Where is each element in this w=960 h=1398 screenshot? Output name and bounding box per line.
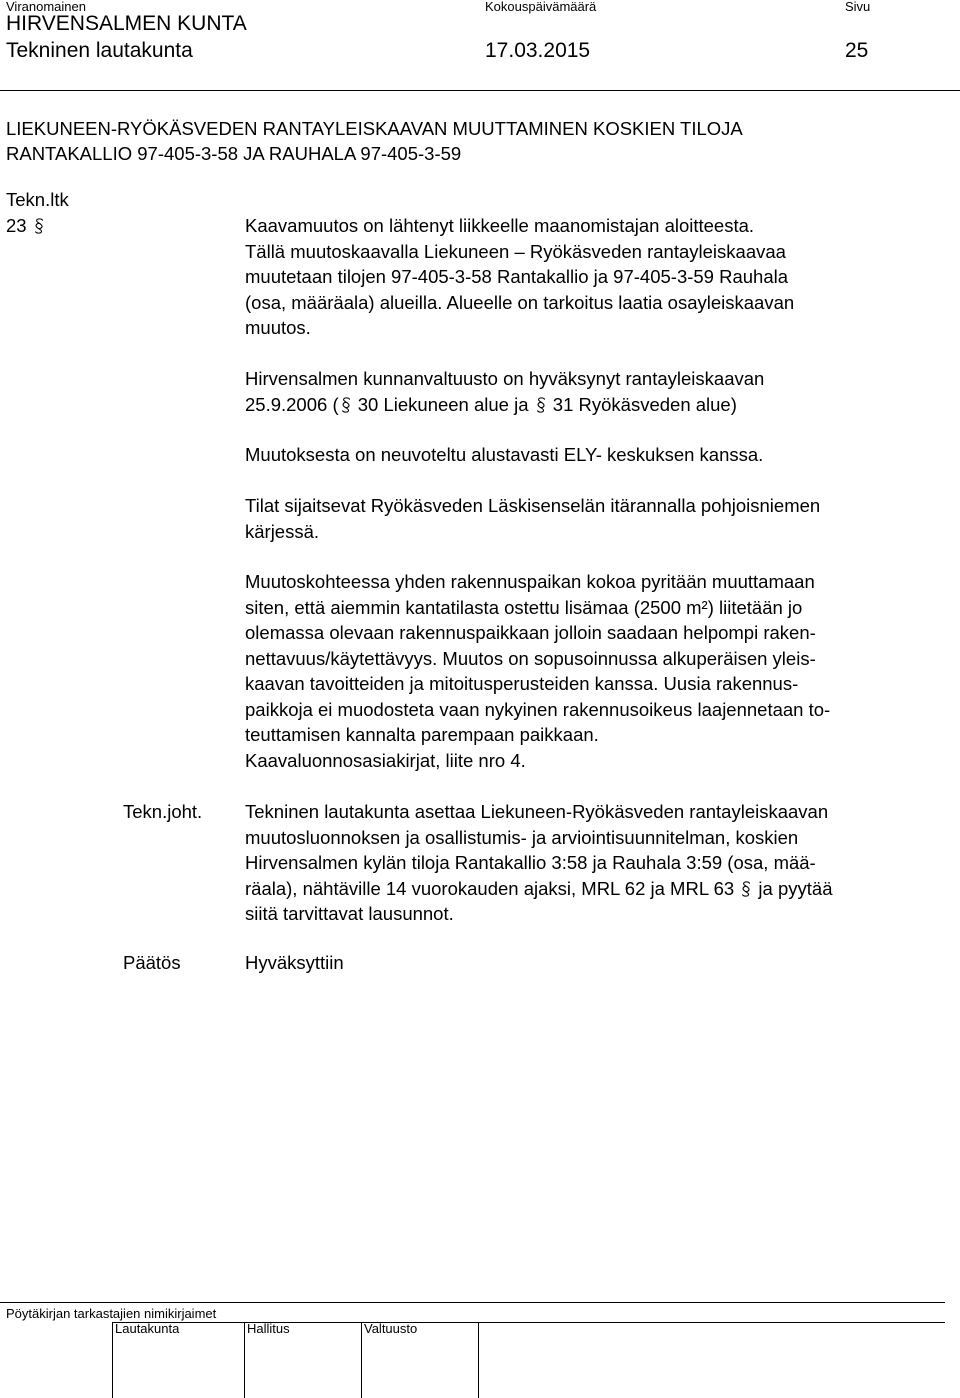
paragraph-line: Kaavaluonnosasiakirjat, liite nro 4. xyxy=(245,749,526,771)
paragraph-line: Muutoksesta on neuvoteltu alustavasti ELY- keskuksen kanssa. xyxy=(245,444,764,465)
paragraph-line: Kaavamuutos on lähtenyt liikkeelle maanomistajan aloitteesta. xyxy=(245,215,755,236)
header-label-page: Sivu xyxy=(845,0,871,14)
section-number-text: 23 xyxy=(6,215,27,236)
footer-col-lautakunta: Lautakunta xyxy=(115,1321,180,1336)
decision-text: Hyväksyttiin xyxy=(245,952,344,973)
header-label-authority: Viranomainen xyxy=(6,0,86,14)
decision-label: Päätös xyxy=(123,952,181,973)
header-label-date: Kokouspäivämäärä xyxy=(485,0,597,14)
footer-col-hallitus: Hallitus xyxy=(247,1321,290,1336)
footer-vrule-4 xyxy=(478,1322,479,1398)
paragraph-line: Tilat sijaitsevat Ryökäsveden Läskisenselän itärannalla pohjoisniemen xyxy=(245,495,821,516)
paragraph-line: Muutoskohteessa yhden rakennuspaikan kokoa pyritään muuttamaan xyxy=(245,571,815,592)
proposal-label: Tekn.joht. xyxy=(123,801,203,822)
paragraph-line: Hirvensalmen kunnanvaltuusto on hyväksynyt rantayleiskaavan xyxy=(245,368,765,389)
paragraph-line: muutosluonnoksen ja osallistumis- ja arviointisuunnitelman, koskien xyxy=(245,826,799,848)
paragraph-line xyxy=(245,392,945,418)
document-title-line2: RANTAKALLIO 97-405-3-58 JA RAUHALA 97-405-3-59 xyxy=(6,143,462,164)
paragraph-change-details xyxy=(245,569,945,773)
section-number xyxy=(6,213,46,239)
section-ref: Tekn.ltk xyxy=(6,189,69,210)
paragraph-line: Tekninen lautakunta asettaa Liekuneen-Ryökäsveden rantayleiskaavan xyxy=(245,801,829,822)
header-page-number: 25 xyxy=(845,39,869,62)
footer-signature-label: Pöytäkirjan tarkastajien nimikirjaimet xyxy=(6,1306,217,1321)
footer-vrule-1 xyxy=(112,1322,113,1398)
approval-area-31-text: 31 Ryökäsveden alue) xyxy=(547,393,737,415)
paragraph-line: kaavan tavoitteiden ja mitoitusperusteiden kanssa. Uusia rakennus- xyxy=(245,673,799,694)
header-org-name: HIRVENSALMEN KUNTA xyxy=(6,12,247,35)
section-sign-icon xyxy=(739,880,753,898)
header-authority: Tekninen lautakunta xyxy=(6,39,193,62)
paragraph-line: muutetaan tilojen 97-405-3-58 Rantakallio ja 97-405-3-59 Rauhala xyxy=(245,266,789,287)
footer-columns-rule xyxy=(112,1322,945,1323)
paragraph-line: Hirvensalmen kylän tiloja Rantakallio 3:58 ja Rauhala 3:59 (osa, mää- xyxy=(245,852,816,873)
paragraph-line: olemassa olevaan rakennuspaikkaan jolloin saadaan helpompi raken- xyxy=(245,622,816,643)
paragraph-line: Tällä muutoskaavalla Liekuneen – Ryökäsveden rantayleiskaavaa xyxy=(245,240,786,262)
footer-col-valtuusto: Valtuusto xyxy=(364,1321,418,1336)
footer-vrule-2 xyxy=(244,1322,245,1398)
approval-date-text: 25.9.2006 ( xyxy=(245,393,339,415)
paragraph-negotiation xyxy=(245,442,945,468)
header-date: 17.03.2015 xyxy=(485,39,591,62)
footer-divider xyxy=(0,1302,945,1303)
paragraph-background xyxy=(245,213,945,341)
paragraph-line: (osa, määräala) alueilla. Alueelle on tarkoitus laatia osayleiskaavan xyxy=(245,291,795,313)
paragraph-line xyxy=(245,876,945,902)
section-sign-icon xyxy=(339,396,353,414)
paragraph-line: muutos. xyxy=(245,317,311,338)
proposal-line-4-tail: ja pyytää xyxy=(753,877,833,899)
paragraph-line: paikkoja ei muodosteta vaan nykyinen rakennusoikeus laajennetaan to- xyxy=(245,698,831,720)
proposal-text xyxy=(245,799,945,927)
footer-vrule-3 xyxy=(361,1322,362,1398)
paragraph-line: kärjessä. xyxy=(245,520,320,542)
proposal-line-4-text: räala), nähtäville 14 vuorokauden ajaksi, MRL 62 ja MRL 63 xyxy=(245,877,735,899)
paragraph-line: siten, että aiemmin kantatilasta ostettu lisämaa (2500 m²) liitetään jo xyxy=(245,596,803,618)
paragraph-line: siitä tarvittavat lausunnot. xyxy=(245,903,454,924)
section-sign-icon xyxy=(534,396,548,414)
section-sign-icon xyxy=(32,217,46,235)
document-title-line1: LIEKUNEEN-RYÖKÄSVEDEN RANTAYLEISKAAVAN MUUTTAMINEN KOSKIEN TILOJA xyxy=(6,118,743,139)
paragraph-line: nettavuus/käytettävyys. Muutos on sopusoinnussa alkuperäisen yleis- xyxy=(245,647,816,669)
header-divider xyxy=(0,90,960,91)
paragraph-location xyxy=(245,493,945,544)
paragraph-line: teuttamisen kannalta parempaan paikkaan. xyxy=(245,724,599,745)
paragraph-approval xyxy=(245,366,945,417)
approval-area-30-text: 30 Liekuneen alue ja xyxy=(352,393,534,415)
